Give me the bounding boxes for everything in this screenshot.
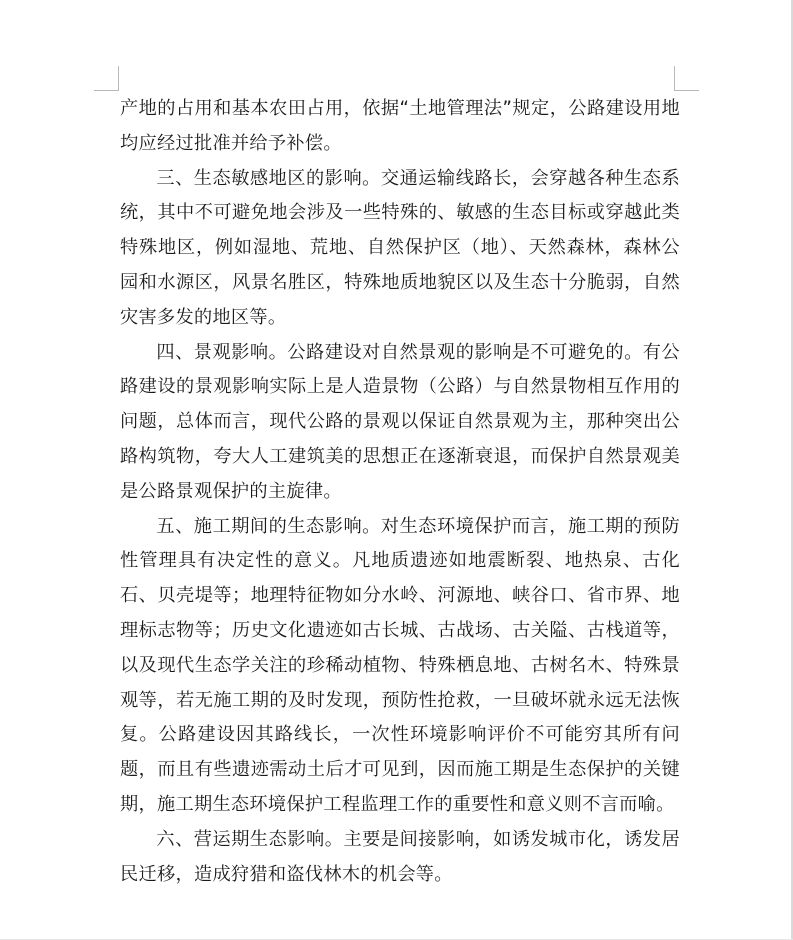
paragraph-construction-period-impact: 五、施工期间的生态影响。对生态环境保护而言，施工期的预防性管理具有决定性的意义。凡地质遗迹如地震断裂、地热泉、古化石、贝壳堤等；地理特征物如分水岭、河源地、峡谷口、省市界、地理标志物等；历史文化遗迹如古长城、古战场、古关隘、古栈道等，以及现代生态学关注的珍稀动植物、特殊栖息地、古树名木、特殊景观等，若无施工期的及时发现，预防性抢救，一旦破坏就永远无法恢复。公路建设因其路线长，一次性环境影响评价不可能穷其所有问题，而且有些遗迹需动土后才可见到，因而施工期是生态保护的关键期，施工期生态环境保护工程监理工作的重要性和意义则不言而喻。 <box>120 515 680 815</box>
top-left-crop-mark <box>94 66 119 91</box>
top-right-crop-mark <box>674 66 699 91</box>
paragraph-farmland-compensation: 产地的占用和基本农田占用，依据“土地管理法”规定，公路建设用地均应经过批准并给予补偿。 <box>120 98 680 154</box>
paragraph-landscape-impact: 四、景观影响。公路建设对自然景观的影响是不可避免的。有公路建设的景观影响实际上是人造景物（公路）与自然景物相互作用的问题，总体而言，现代公路的景观以保证自然景观为主，那种突出公路构筑物，夸大人工建筑美的思想正在逐渐衰退，而保护自然景观美是公路景观保护的主旋律。 <box>120 341 680 502</box>
document-body[interactable] <box>120 92 680 892</box>
paragraph-ecologically-sensitive-areas: 三、生态敏感地区的影响。交通运输线路长，会穿越各种生态系统，其中不可避免地会涉及一些特殊的、敏感的生态目标或穿越此类特殊地区，例如湿地、荒地、自然保护区（地）、天然森林，森林公园和水源区，风景名胜区，特殊地质地貌区以及生态十分脆弱，自然灾害多发的地区等。 <box>120 167 680 328</box>
paragraph-operation-period-impact: 六、营运期生态影响。主要是间接影响，如诱发城市化，诱发居民迁移，造成狩猎和盗伐林木的机会等。 <box>120 828 680 885</box>
